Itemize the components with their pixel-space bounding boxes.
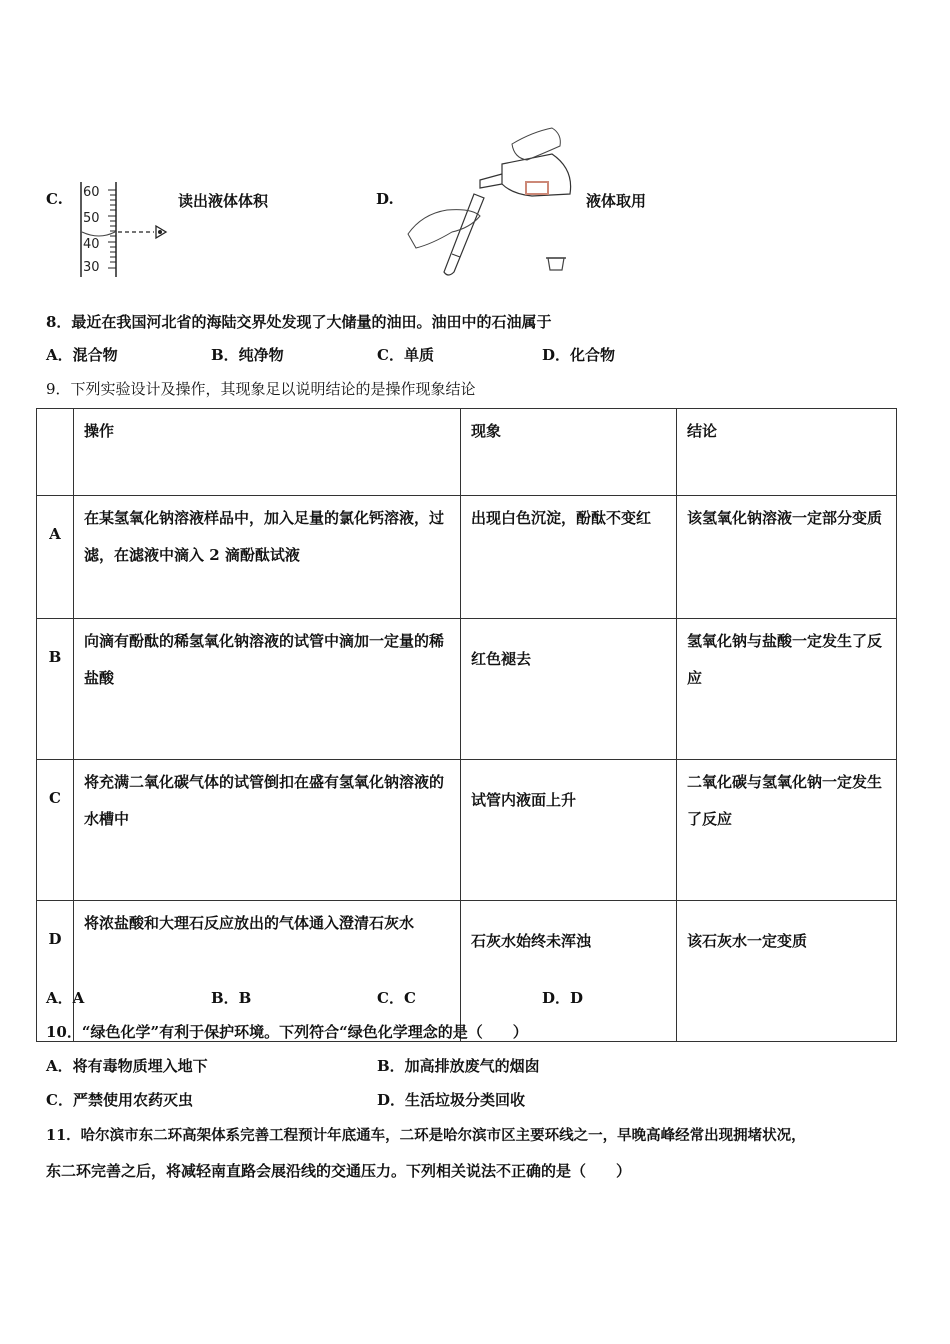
row-phenomenon: 试管内液面上升 [461, 760, 677, 901]
row-label: A [49, 525, 61, 543]
q10-option-b: B．加高排放废气的烟囱 [377, 1057, 540, 1075]
graduated-cylinder-figure [74, 180, 184, 280]
experiment-table [36, 408, 897, 1042]
row-conclusion: 二氧化碳与氢氧化钠一定发生了反应 [677, 760, 897, 901]
table-row [37, 619, 897, 760]
tick-label-30: 30 [83, 260, 100, 275]
option-d-letter: D. [376, 190, 394, 208]
row-phenomenon: 红色褪去 [461, 619, 677, 760]
q9-stem: 9．下列实验设计及操作，其现象足以说明结论的是操作现象结论 [46, 380, 476, 398]
q9-option-b: B．B [211, 989, 252, 1007]
q11-stem-line2: 东二环完善之后，将减轻南直路会展沿线的交通压力。下列相关说法不正确的是（ ） [46, 1162, 632, 1180]
header-phenomenon: 现象 [461, 409, 677, 496]
option-c-text: 读出液体体积 [178, 192, 269, 210]
row-phenomenon: 石灰水始终未浑浊 [461, 901, 677, 1042]
table-row [37, 760, 897, 901]
row-conclusion: 该石灰水一定变质 [677, 901, 897, 1042]
q10-option-c: C．严禁使用农药灭虫 [46, 1091, 193, 1109]
row-label: B [48, 648, 62, 666]
row-operation: 在某氢氧化钠溶液样品中，加入足量的氯化钙溶液，过滤，在滤液中滴入 2 滴酚酞试液 [74, 496, 461, 619]
row-conclusion: 该氢氧化钠溶液一定部分变质 [677, 496, 897, 619]
option-c-letter: C. [46, 190, 63, 208]
option-d-text: 液体取用 [586, 192, 647, 210]
q9-option-c: C．C [377, 989, 416, 1007]
liquid-pouring-figure [402, 124, 582, 280]
q11-stem-line1: 11．哈尔滨市东二环高架体系完善工程预计年底通车，二环是哈尔滨市区主要环线之一，早晚高峰经常出现拥堵状况， [46, 1127, 806, 1144]
q10-option-a: A．将有毒物质埋入地下 [46, 1057, 208, 1075]
tick-label-40: 40 [83, 237, 100, 252]
q8-option-c: C．单质 [377, 346, 434, 364]
q8-option-d: D．化合物 [542, 346, 616, 364]
row-operation: 将浓盐酸和大理石反应放出的气体通入澄清石灰水 [74, 901, 461, 1042]
header-conclusion: 结论 [677, 409, 897, 496]
q8-option-a: A．混合物 [46, 346, 118, 364]
table-row [37, 496, 897, 619]
q10-stem: 10．“绿色化学”有利于保护环境。下列符合“绿色化学理念的是（ ） [46, 1023, 528, 1041]
q8-stem: 8．最近在我国河北省的海陆交界处发现了大储量的油田。油田中的石油属于 [46, 313, 552, 331]
table-header-row [37, 409, 897, 496]
row-operation: 向滴有酚酞的稀氢氧化钠溶液的试管中滴加一定量的稀盐酸 [74, 619, 461, 760]
tick-label-60: 60 [83, 185, 100, 200]
q9-option-d: D．D [542, 989, 584, 1007]
q8-option-b: B．纯净物 [211, 346, 284, 364]
row-label: D [48, 930, 62, 948]
row-phenomenon: 出现白色沉淀，酚酞不变红 [461, 496, 677, 619]
header-operation: 操作 [74, 409, 461, 496]
q9-option-a: A．A [46, 989, 85, 1007]
row-label: C [49, 789, 61, 807]
row-conclusion: 氢氧化钠与盐酸一定发生了反应 [677, 619, 897, 760]
q10-option-d: D．生活垃圾分类回收 [377, 1091, 526, 1109]
header-label-cell [37, 409, 74, 496]
row-operation: 将充满二氧化碳气体的试管倒扣在盛有氢氧化钠溶液的水槽中 [74, 760, 461, 901]
tick-label-50: 50 [83, 211, 100, 226]
